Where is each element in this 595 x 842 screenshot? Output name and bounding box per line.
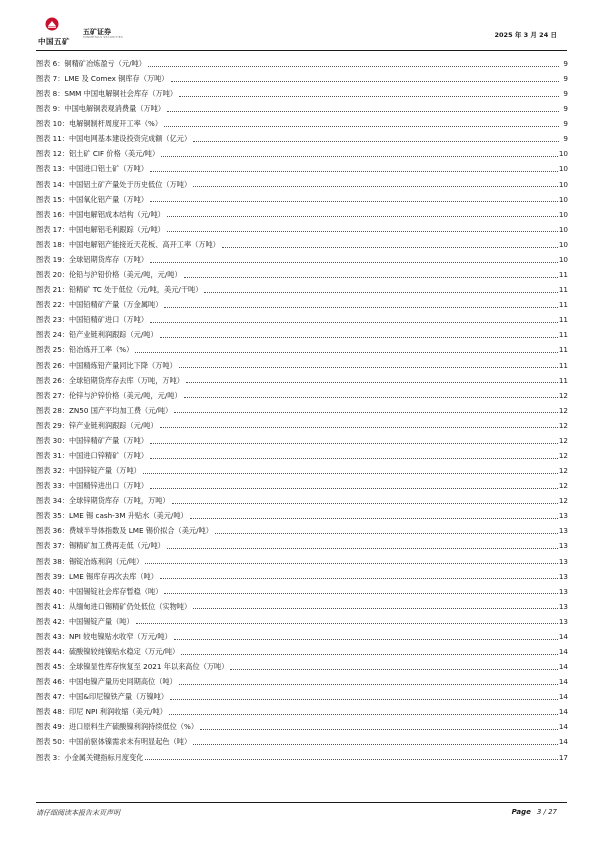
toc-entry-label: 图表 3：小金属关键指标月度变化	[36, 752, 144, 762]
toc-leader-dots	[148, 65, 559, 67]
toc-entry-label: 图表 10：电解铜制杆周度开工率（%）	[36, 119, 163, 129]
toc-entry[interactable]	[36, 373, 568, 388]
toc-entry[interactable]	[36, 433, 568, 448]
toc-entry[interactable]	[36, 222, 568, 237]
toc-entry-page: 9	[563, 89, 568, 99]
toc-entry-label: 图表 38：锡锭冶炼利润（元/吨）	[36, 556, 144, 566]
toc-entry-page: 11	[558, 270, 568, 280]
toc-leader-dots	[145, 562, 558, 564]
toc-entry[interactable]	[36, 71, 568, 86]
company-logo-icon	[45, 17, 59, 31]
brand-subtitle: MINMETALS SECURITIES	[83, 35, 123, 39]
toc-leader-dots	[170, 698, 558, 700]
toc-entry[interactable]	[36, 554, 568, 569]
toc-leader-dots	[204, 291, 557, 293]
toc-entry-page: 13	[558, 541, 568, 551]
toc-entry[interactable]	[36, 629, 568, 644]
table-of-figures	[36, 56, 568, 765]
header-rule	[36, 50, 567, 51]
toc-entry-label: 图表 49：进口原料生产硫酸镍利润持续低位（%）	[36, 722, 199, 732]
toc-entry-label: 图表 33：中国精锌进出口（万吨）	[36, 481, 149, 491]
toc-entry-page: 14	[558, 662, 568, 672]
toc-entry[interactable]	[36, 86, 568, 101]
toc-leader-dots	[169, 713, 558, 715]
toc-entry-page: 14	[558, 631, 568, 641]
toc-leader-dots	[136, 622, 558, 624]
toc-entry-label: 图表 46：中国电镍产量历史同期高位（吨）	[36, 677, 177, 687]
toc-entry-page: 9	[563, 58, 568, 68]
toc-entry[interactable]	[36, 448, 568, 463]
toc-entry[interactable]	[36, 116, 568, 131]
toc-entry[interactable]	[36, 358, 568, 373]
toc-entry-page: 10	[558, 254, 568, 264]
toc-entry-page: 12	[558, 466, 568, 476]
toc-entry-label: 图表 31：中国进口锌精矿（万吨）	[36, 450, 149, 460]
toc-leader-dots	[193, 607, 558, 609]
toc-entry-page: 10	[558, 179, 568, 189]
toc-leader-dots	[160, 426, 558, 428]
toc-leader-dots	[174, 638, 558, 640]
toc-entry-label: 图表 15：中国氧化铝产量（万吨）	[36, 194, 149, 204]
toc-leader-dots	[143, 472, 558, 474]
report-date: 2025 年 3 月 24 日	[494, 31, 557, 39]
toc-entry-page: 11	[558, 285, 568, 295]
toc-leader-dots	[150, 261, 558, 263]
toc-entry[interactable]	[36, 177, 568, 192]
toc-leader-dots	[167, 110, 559, 112]
toc-entry-page: 14	[558, 722, 568, 732]
toc-leader-dots	[184, 276, 558, 278]
toc-entry-label: 图表 30：中国锌精矿产量（万吨）	[36, 435, 149, 445]
toc-entry[interactable]	[36, 523, 568, 538]
toc-entry[interactable]	[36, 674, 568, 689]
toc-entry-page: 14	[558, 707, 568, 717]
toc-leader-dots	[215, 532, 558, 534]
toc-leader-dots	[172, 502, 558, 504]
toc-entry-label: 图表 8：SMM 中国电解铜社会库存（万吨）	[36, 89, 178, 99]
toc-entry[interactable]	[36, 131, 568, 146]
toc-entry[interactable]	[36, 735, 568, 750]
toc-entry[interactable]	[36, 237, 568, 252]
toc-entry-page: 9	[563, 104, 568, 114]
toc-leader-dots	[179, 95, 559, 97]
toc-entry-label: 图表 39：LME 锡库存再次去库（吨）	[36, 571, 158, 581]
toc-leader-dots	[164, 306, 557, 308]
toc-entry-page: 12	[558, 481, 568, 491]
toc-leader-dots	[200, 728, 558, 730]
toc-entry[interactable]	[36, 750, 568, 765]
toc-entry-label: 图表 26：全球铅期货库存去库（万吨，万吨）	[36, 375, 184, 385]
toc-entry[interactable]	[36, 478, 568, 493]
toc-entry-label: 图表 20：伦铅与沪铅价格（美元/吨，元/吨）	[36, 270, 182, 280]
toc-entry-page: 12	[558, 420, 568, 430]
toc-leader-dots	[135, 351, 558, 353]
toc-entry[interactable]	[36, 508, 568, 523]
toc-entry-page: 13	[558, 586, 568, 596]
toc-entry-page: 9	[563, 74, 568, 84]
toc-entry[interactable]	[36, 659, 568, 674]
toc-entry[interactable]	[36, 539, 568, 554]
toc-entry-label: 图表 47：中国&印尼镍铁产量（万镍吨）	[36, 692, 169, 702]
toc-entry-label: 图表 9：中国电解铜表观消费量（万吨）	[36, 104, 166, 114]
toc-leader-dots	[190, 517, 558, 519]
toc-entry-page: 12	[558, 405, 568, 415]
toc-entry-label: 图表 11：中国电网基本建设投资完成额（亿元）	[36, 134, 192, 144]
toc-entry-label: 图表 17：中国电解铝毛利跟踪（元/吨）	[36, 224, 165, 234]
toc-entry-page: 13	[558, 511, 568, 521]
toc-entry-page: 14	[558, 692, 568, 702]
toc-entry-label: 图表 7：LME 及 Comex 铜库存（万吨）	[36, 74, 169, 84]
toc-entry-page: 14	[558, 677, 568, 687]
toc-entry[interactable]	[36, 327, 568, 342]
toc-entry[interactable]	[36, 418, 568, 433]
toc-entry-label: 图表 23：中国铅精矿进口（万吨）	[36, 315, 149, 325]
toc-entry-page: 11	[558, 300, 568, 310]
toc-entry[interactable]	[36, 644, 568, 659]
toc-entry-label: 图表 45：全球镍显性库存恢复至 2021 年以来高位（万吨）	[36, 662, 229, 672]
toc-entry-page: 13	[558, 601, 568, 611]
toc-entry[interactable]	[36, 282, 568, 297]
toc-entry-label: 图表 18：中国电解铝产能接近天花板、高开工率（万吨）	[36, 239, 220, 249]
toc-leader-dots	[160, 336, 558, 338]
toc-entry-page: 10	[558, 164, 568, 174]
toc-leader-dots	[179, 683, 558, 685]
toc-entry-page: 12	[558, 450, 568, 460]
toc-entry[interactable]	[36, 614, 568, 629]
toc-leader-dots	[160, 577, 558, 579]
toc-entry[interactable]	[36, 192, 568, 207]
toc-entry-label: 图表 36：费城半导体指数及 LME 锡价拟合（美元/吨）	[36, 526, 213, 536]
toc-entry-label: 图表 16：中国电解铝成本结构（元/吨）	[36, 209, 165, 219]
toc-leader-dots	[145, 758, 557, 760]
toc-entry[interactable]	[36, 388, 568, 403]
page-header	[0, 0, 595, 52]
toc-entry-label: 图表 29：锌产业链利润跟踪（元/吨）	[36, 420, 158, 430]
toc-entry[interactable]	[36, 207, 568, 222]
toc-entry[interactable]	[36, 403, 568, 418]
toc-entry-label: 图表 25：铅冶炼开工率（%）	[36, 345, 134, 355]
toc-leader-dots	[181, 653, 558, 655]
toc-leader-dots	[164, 592, 557, 594]
toc-entry[interactable]	[36, 146, 568, 161]
toc-leader-dots	[167, 230, 558, 232]
toc-entry-label: 图表 21：铅精矿 TC 处于低位（元/吨，美元/干吨）	[36, 285, 203, 295]
toc-entry-page: 12	[558, 496, 568, 506]
toc-entry-page: 10	[558, 239, 568, 249]
toc-entry-label: 图表 26：中国精炼铅产量同比下降（万吨）	[36, 360, 177, 370]
toc-leader-dots	[150, 200, 558, 202]
toc-entry-page: 14	[558, 646, 568, 656]
toc-entry-label: 图表 13：中国进口铝土矿（万吨）	[36, 164, 149, 174]
toc-entry[interactable]	[36, 569, 568, 584]
toc-entry-page: 9	[563, 134, 568, 144]
toc-leader-dots	[230, 668, 557, 670]
toc-leader-dots	[171, 80, 560, 82]
brand-name: 五矿证券	[83, 28, 111, 36]
toc-entry-page: 11	[558, 345, 568, 355]
toc-entry-page: 11	[558, 375, 568, 385]
footer-disclaimer: 请仔细阅读本报告末页声明	[36, 809, 120, 817]
toc-leader-dots	[150, 457, 558, 459]
toc-entry-label: 图表 43：NPI 较电镍贴水收窄（万元/吨）	[36, 631, 172, 641]
toc-leader-dots	[179, 366, 558, 368]
toc-leader-dots	[174, 411, 558, 413]
toc-leader-dots	[193, 743, 558, 745]
toc-entry[interactable]	[36, 599, 568, 614]
toc-entry-label: 图表 14：中国铝土矿产量处于历史低位（万吨）	[36, 179, 192, 189]
toc-entry[interactable]	[36, 463, 568, 478]
toc-entry[interactable]	[36, 297, 568, 312]
toc-entry-page: 14	[558, 737, 568, 747]
toc-entry-page: 13	[558, 526, 568, 536]
toc-entry[interactable]	[36, 704, 568, 719]
toc-leader-dots	[150, 170, 558, 172]
toc-leader-dots	[150, 487, 558, 489]
toc-entry-label: 图表 48：印尼 NPI 利润收缩（美元/吨）	[36, 707, 167, 717]
toc-entry-page: 13	[558, 556, 568, 566]
toc-entry-label: 图表 44：硫酸镍较纯镍贴水稳定（万元/吨）	[36, 646, 180, 656]
footer-rule	[36, 802, 567, 803]
toc-entry-page: 10	[558, 194, 568, 204]
toc-entry-label: 图表 22：中国铅精矿产量（万金属吨）	[36, 300, 163, 310]
toc-entry-label: 图表 28：ZN50 国产平均加工费（元/吨）	[36, 405, 173, 415]
toc-entry[interactable]	[36, 342, 568, 357]
toc-entry-label: 图表 12：铝土矿 CIF 价格（美元/吨）	[36, 149, 160, 159]
toc-entry[interactable]	[36, 312, 568, 327]
toc-leader-dots	[186, 381, 558, 383]
toc-entry-page: 10	[558, 209, 568, 219]
toc-entry[interactable]	[36, 252, 568, 267]
logo-text: 中国五矿	[38, 37, 70, 46]
toc-leader-dots	[164, 125, 559, 127]
toc-entry[interactable]	[36, 56, 568, 71]
toc-entry-label: 图表 37：锡精矿加工费再走低（元/吨）	[36, 541, 165, 551]
toc-leader-dots	[150, 321, 558, 323]
toc-entry[interactable]	[36, 584, 568, 599]
toc-entry-label: 图表 24：铅产业链利润跟踪（元/吨）	[36, 330, 158, 340]
toc-entry-label: 图表 6：铜精矿冶炼盈亏（元/吨）	[36, 58, 146, 68]
toc-entry[interactable]	[36, 101, 568, 116]
toc-entry[interactable]	[36, 267, 568, 282]
toc-leader-dots	[167, 215, 558, 217]
toc-entry[interactable]	[36, 162, 568, 177]
toc-entry-label: 图表 27：伦锌与沪锌价格（美元/吨，元/吨）	[36, 390, 182, 400]
toc-entry-label: 图表 32：中国锌锭产量（万吨）	[36, 466, 141, 476]
toc-entry[interactable]	[36, 689, 568, 704]
toc-entry-label: 图表 41：从缅甸进口锡精矿仍处低位（实物吨）	[36, 601, 192, 611]
toc-entry-page: 12	[558, 390, 568, 400]
toc-entry-page: 17	[558, 752, 568, 762]
toc-leader-dots	[161, 155, 558, 157]
toc-entry-label: 图表 34：全球锌期货库存（万吨，万吨）	[36, 496, 170, 506]
toc-entry-page: 11	[558, 315, 568, 325]
toc-leader-dots	[167, 547, 558, 549]
toc-entry-label: 图表 50：中国前驱体镍需求未有明显起色（吨）	[36, 737, 192, 747]
toc-entry-page: 11	[558, 360, 568, 370]
toc-entry-label: 图表 19：全球铝期货库存（万吨）	[36, 254, 149, 264]
toc-entry[interactable]	[36, 493, 568, 508]
toc-entry-label: 图表 40：中国锡锭社会库存暂稳（吨）	[36, 586, 163, 596]
toc-entry-page: 9	[563, 119, 568, 129]
toc-entry-page: 13	[558, 571, 568, 581]
footer-page-number	[512, 808, 557, 816]
toc-entry-label: 图表 35：LME 锡 cash-3M 升贴水（美元/吨）	[36, 511, 188, 521]
toc-entry[interactable]	[36, 719, 568, 734]
page-number: 3 / 27	[536, 808, 557, 816]
toc-leader-dots	[222, 246, 558, 248]
toc-entry-label: 图表 42：中国锡锭产量（吨）	[36, 616, 134, 626]
toc-entry-page: 10	[558, 224, 568, 234]
toc-leader-dots	[150, 442, 558, 444]
page-word: Page	[511, 808, 531, 816]
toc-leader-dots	[184, 396, 558, 398]
toc-entry-page: 11	[558, 330, 568, 340]
toc-entry-page: 10	[558, 149, 568, 159]
toc-entry-page: 12	[558, 435, 568, 445]
toc-entry-page: 13	[558, 616, 568, 626]
toc-leader-dots	[193, 185, 558, 187]
toc-leader-dots	[193, 140, 559, 142]
